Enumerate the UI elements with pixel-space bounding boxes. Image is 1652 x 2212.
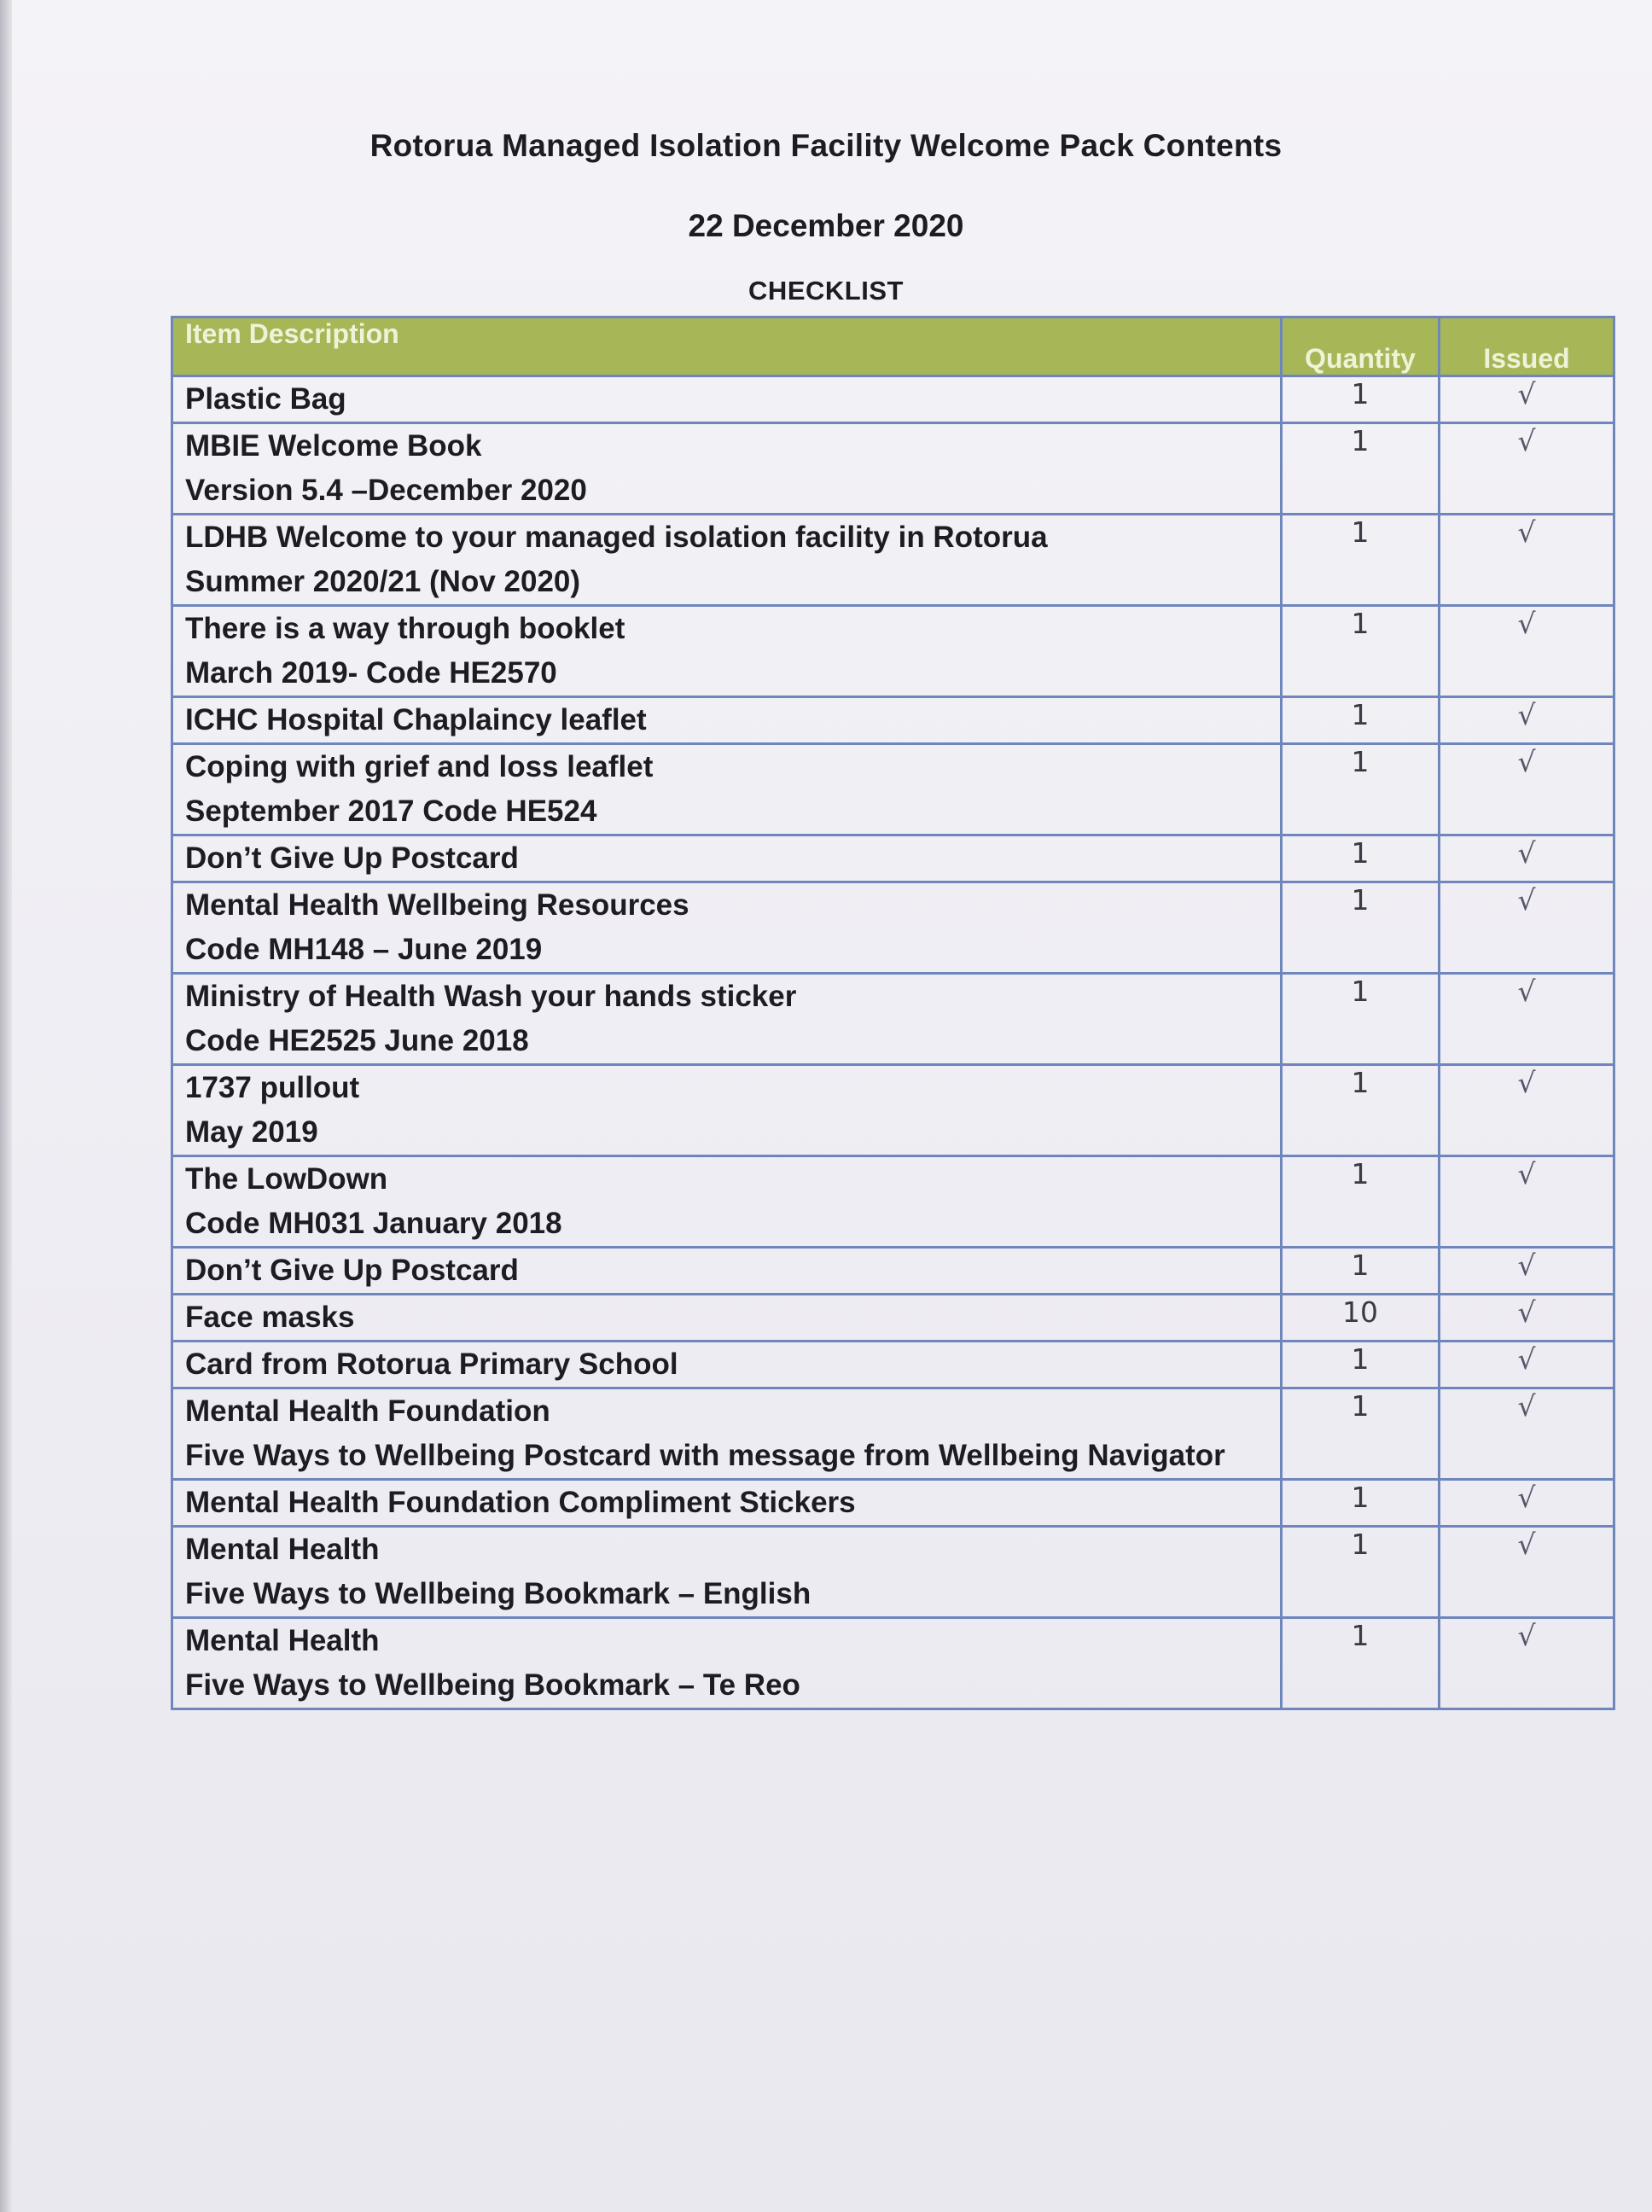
issued-checkmark: √ bbox=[1440, 1527, 1614, 1618]
item-quantity: 1 bbox=[1282, 606, 1440, 697]
table-row bbox=[172, 1295, 1614, 1342]
table-row bbox=[172, 1156, 1614, 1248]
item-description-cell bbox=[172, 515, 1282, 606]
item-description-cell bbox=[172, 606, 1282, 697]
item-description-line1: Card from Rotorua Primary School bbox=[185, 1348, 678, 1381]
issued-checkmark: √ bbox=[1440, 1295, 1614, 1342]
item-quantity: 1 bbox=[1282, 1388, 1440, 1480]
header-item-description: Item Description bbox=[172, 317, 1282, 376]
document-date: 22 December 2020 bbox=[688, 208, 964, 243]
item-description-cell bbox=[172, 1618, 1282, 1709]
item-description-cell bbox=[172, 1065, 1282, 1156]
item-description-cell bbox=[172, 423, 1282, 515]
item-quantity: 1 bbox=[1282, 376, 1440, 423]
table-row bbox=[172, 974, 1614, 1065]
table-row bbox=[172, 423, 1614, 515]
item-description-line2: Code MH148 – June 2019 bbox=[185, 933, 543, 966]
item-quantity: 1 bbox=[1282, 697, 1440, 744]
item-description-cell bbox=[172, 744, 1282, 835]
item-description-line1: Mental Health bbox=[185, 1624, 380, 1657]
issued-checkmark: √ bbox=[1440, 606, 1614, 697]
table-row bbox=[172, 744, 1614, 835]
table-header-row bbox=[172, 317, 1614, 376]
item-quantity: 1 bbox=[1282, 423, 1440, 515]
item-description-line2: Code MH031 January 2018 bbox=[185, 1207, 562, 1240]
table-row bbox=[172, 1065, 1614, 1156]
item-description-line1: Don’t Give Up Postcard bbox=[185, 1254, 519, 1287]
item-description-line2: Summer 2020/21 (Nov 2020) bbox=[185, 565, 581, 598]
table-row bbox=[172, 1480, 1614, 1527]
table-row bbox=[172, 835, 1614, 882]
item-description-cell bbox=[172, 1295, 1282, 1342]
item-description-line2: Code HE2525 June 2018 bbox=[185, 1024, 529, 1057]
issued-checkmark: √ bbox=[1440, 882, 1614, 974]
item-description-line1: There is a way through booklet bbox=[185, 612, 625, 645]
issued-checkmark: √ bbox=[1440, 1388, 1614, 1480]
item-description-line1: Coping with grief and loss leaflet bbox=[185, 750, 654, 783]
header-quantity: Quantity bbox=[1282, 317, 1440, 376]
issued-checkmark: √ bbox=[1440, 1156, 1614, 1248]
item-description-cell bbox=[172, 1388, 1282, 1480]
item-quantity: 1 bbox=[1282, 744, 1440, 835]
item-quantity: 1 bbox=[1282, 882, 1440, 974]
item-quantity: 1 bbox=[1282, 974, 1440, 1065]
item-quantity: 1 bbox=[1282, 1342, 1440, 1388]
page-edge-shadow bbox=[0, 0, 12, 2212]
issued-checkmark: √ bbox=[1440, 974, 1614, 1065]
table-row bbox=[172, 1248, 1614, 1295]
item-description-line1: Ministry of Health Wash your hands sticker bbox=[185, 980, 797, 1013]
issued-checkmark: √ bbox=[1440, 744, 1614, 835]
item-description-line1: Plastic Bag bbox=[185, 382, 346, 416]
table-row bbox=[172, 1618, 1614, 1709]
item-description-line1: Mental Health Foundation bbox=[185, 1394, 550, 1428]
item-description-cell bbox=[172, 1248, 1282, 1295]
table-row bbox=[172, 1527, 1614, 1618]
item-quantity: 1 bbox=[1282, 515, 1440, 606]
table-row bbox=[172, 376, 1614, 423]
item-description-line1: LDHB Welcome to your managed isolation facility in Rotorua bbox=[185, 521, 1048, 554]
issued-checkmark: √ bbox=[1440, 835, 1614, 882]
checklist-table bbox=[171, 316, 1615, 1710]
item-quantity: 10 bbox=[1282, 1295, 1440, 1342]
item-quantity: 1 bbox=[1282, 1618, 1440, 1709]
document-subtitle: CHECKLIST bbox=[748, 276, 904, 306]
table-row bbox=[172, 1342, 1614, 1388]
item-description-line2: May 2019 bbox=[185, 1115, 318, 1149]
document-title: Rotorua Managed Isolation Facility Welcome Pack Contents bbox=[369, 128, 1283, 163]
header-issued: Issued bbox=[1440, 317, 1614, 376]
item-description-line2: Five Ways to Wellbeing Postcard with message from Wellbeing Navigator bbox=[185, 1439, 1225, 1472]
item-quantity: 1 bbox=[1282, 1248, 1440, 1295]
item-description-line2: September 2017 Code HE524 bbox=[185, 795, 597, 828]
table-row bbox=[172, 882, 1614, 974]
issued-checkmark: √ bbox=[1440, 515, 1614, 606]
item-description-cell bbox=[172, 376, 1282, 423]
item-description-line1: The LowDown bbox=[185, 1162, 388, 1196]
item-description-line1: 1737 pullout bbox=[185, 1071, 360, 1104]
item-description-cell bbox=[172, 835, 1282, 882]
item-quantity: 1 bbox=[1282, 1527, 1440, 1618]
issued-checkmark: √ bbox=[1440, 697, 1614, 744]
item-description-line1: Mental Health bbox=[185, 1533, 380, 1566]
item-description-line1: Don’t Give Up Postcard bbox=[185, 841, 519, 875]
table-row bbox=[172, 1388, 1614, 1480]
issued-checkmark: √ bbox=[1440, 423, 1614, 515]
item-description-line1: Mental Health Wellbeing Resources bbox=[185, 888, 689, 922]
item-description-line2: Five Ways to Wellbeing Bookmark – Te Reo bbox=[185, 1668, 800, 1702]
item-quantity: 1 bbox=[1282, 835, 1440, 882]
table-row bbox=[172, 515, 1614, 606]
item-description-cell bbox=[172, 974, 1282, 1065]
item-description-line1: MBIE Welcome Book bbox=[185, 429, 482, 463]
item-description-cell bbox=[172, 697, 1282, 744]
issued-checkmark: √ bbox=[1440, 1248, 1614, 1295]
issued-checkmark: √ bbox=[1440, 1065, 1614, 1156]
item-quantity: 1 bbox=[1282, 1156, 1440, 1248]
item-description-line1: Mental Health Foundation Compliment Stickers bbox=[185, 1486, 856, 1519]
item-description-cell bbox=[172, 1527, 1282, 1618]
table-row bbox=[172, 697, 1614, 744]
issued-checkmark: √ bbox=[1440, 1618, 1614, 1709]
table-body bbox=[172, 376, 1614, 1709]
item-description-line2: Five Ways to Wellbeing Bookmark – English bbox=[185, 1577, 811, 1610]
item-description-line2: Version 5.4 –December 2020 bbox=[185, 474, 587, 507]
issued-checkmark: √ bbox=[1440, 1480, 1614, 1527]
issued-checkmark: √ bbox=[1440, 376, 1614, 423]
table-row bbox=[172, 606, 1614, 697]
item-description-cell bbox=[172, 1156, 1282, 1248]
item-description-cell bbox=[172, 1342, 1282, 1388]
issued-checkmark: √ bbox=[1440, 1342, 1614, 1388]
item-quantity: 1 bbox=[1282, 1065, 1440, 1156]
item-description-line2: March 2019- Code HE2570 bbox=[185, 656, 557, 690]
item-description-line1: ICHC Hospital Chaplaincy leaflet bbox=[185, 703, 647, 736]
item-description-cell bbox=[172, 882, 1282, 974]
item-description-cell bbox=[172, 1480, 1282, 1527]
item-description-line1: Face masks bbox=[185, 1301, 355, 1334]
item-quantity: 1 bbox=[1282, 1480, 1440, 1527]
